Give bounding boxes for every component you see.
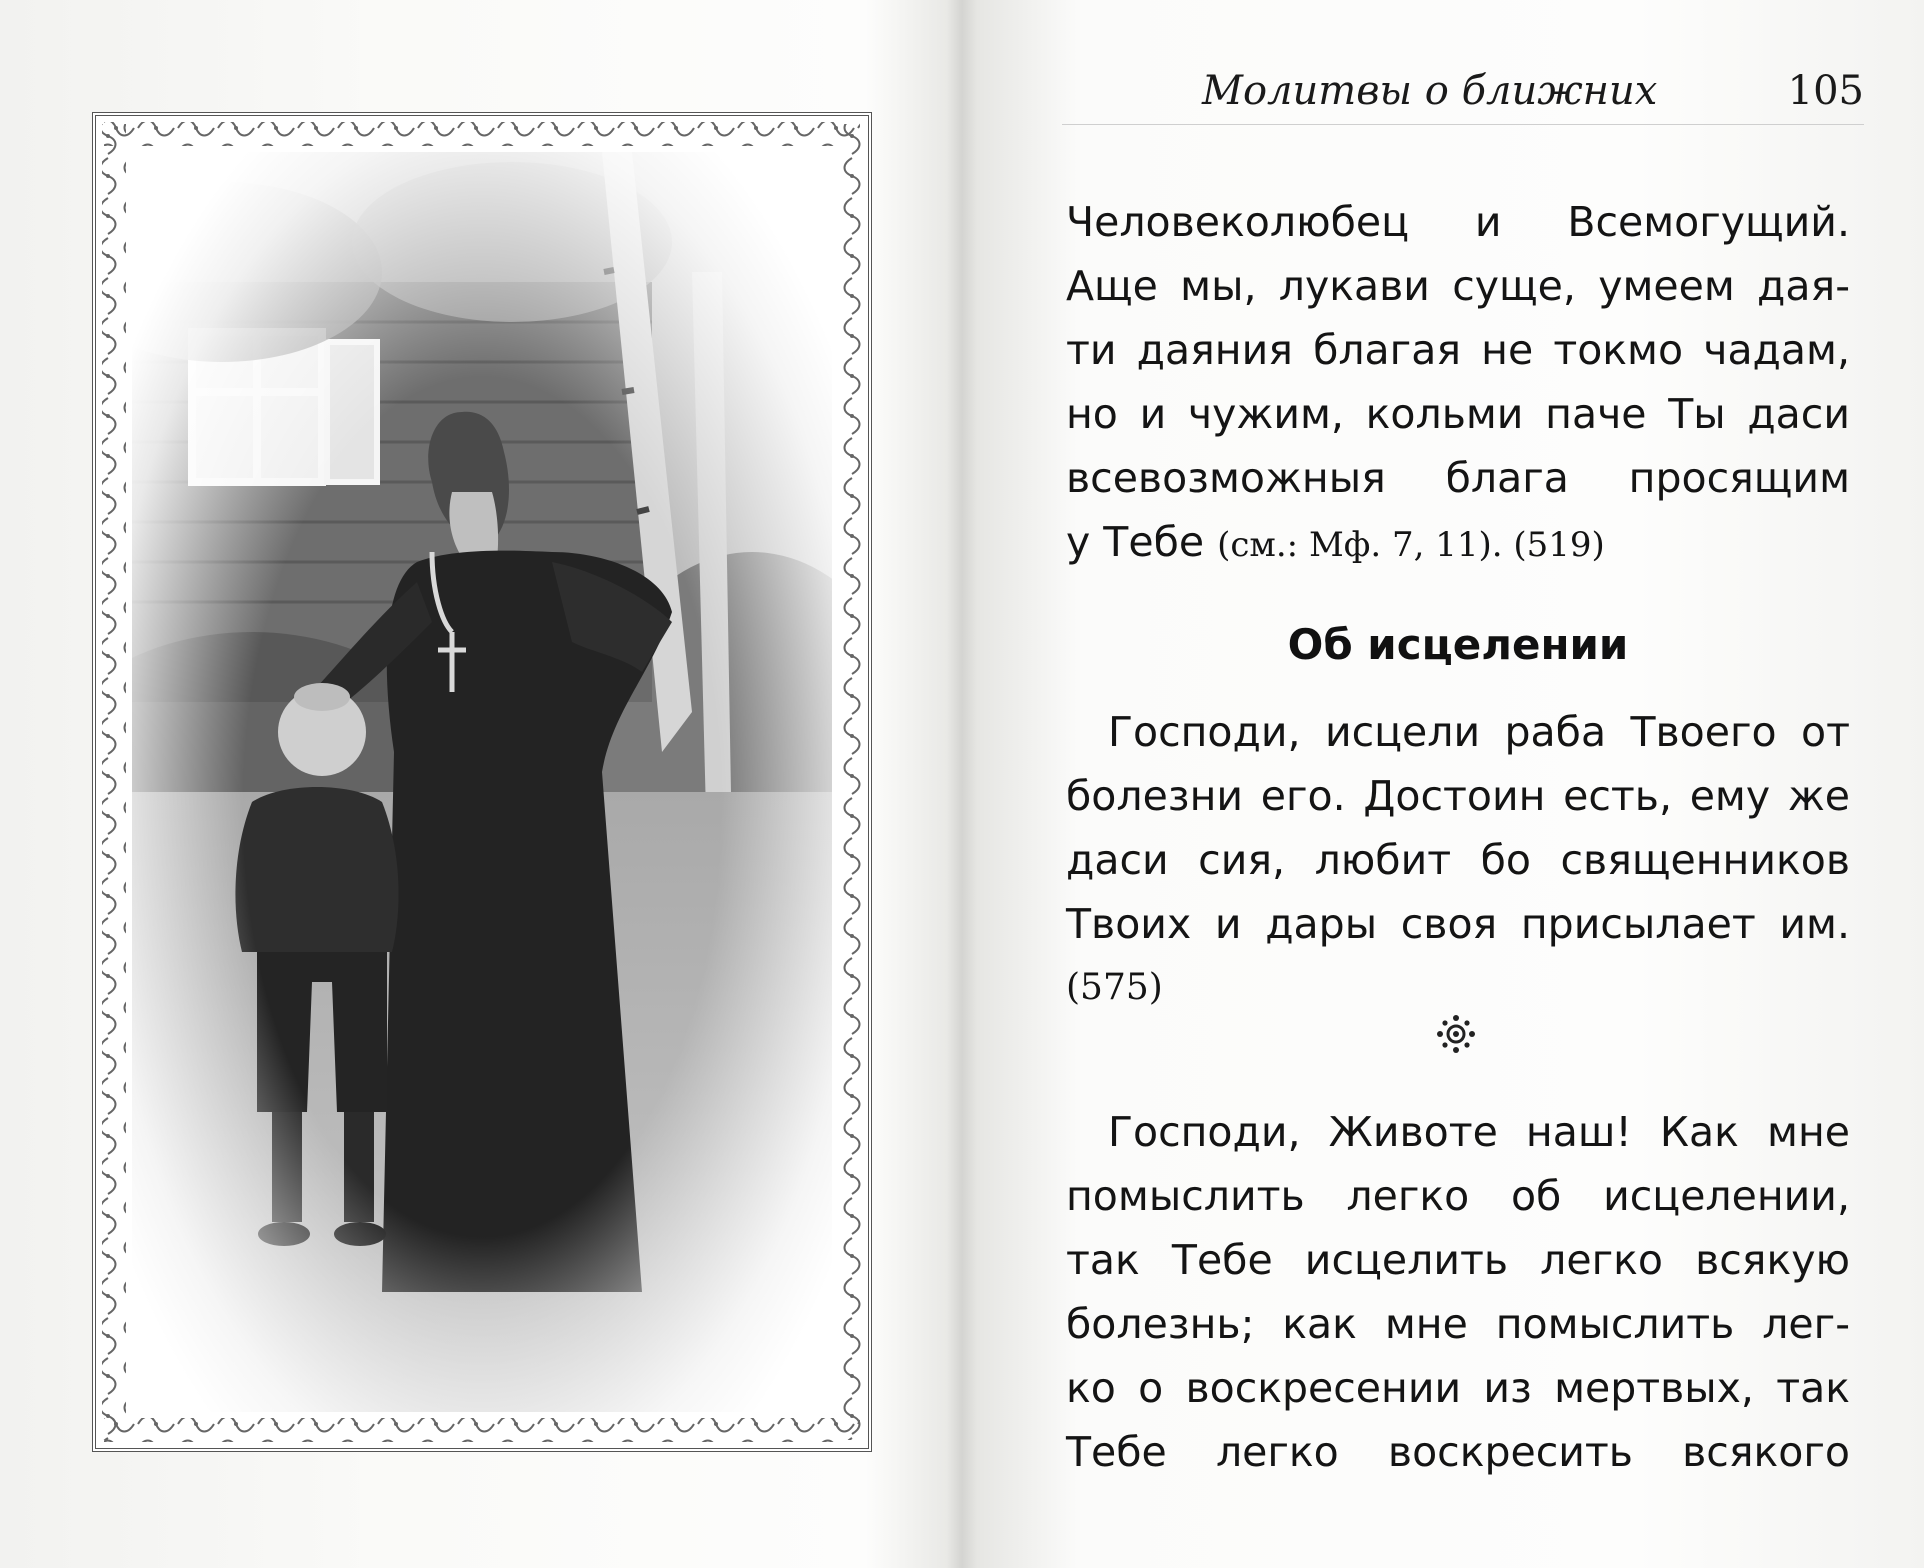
text-line: Аще мы, лукави суще, умеем дая-: [1066, 262, 1850, 310]
paragraph-resurrection: [1066, 1100, 1850, 1484]
text-line: но и чужим, кольми паче Ты даси: [1066, 390, 1850, 438]
text-line: Твоих и дары своя присылает им.: [1066, 900, 1850, 948]
photo-frame: [92, 112, 872, 1452]
text-line-last: [1066, 510, 1850, 574]
prayer-number: (575): [1066, 967, 1163, 1008]
text-line: помыслить легко об исцелении,: [1066, 1172, 1850, 1220]
text-line: болезнь; как мне помыслить лег-: [1066, 1300, 1850, 1348]
text-line: ти даяния благая не токмо чадам,: [1066, 326, 1850, 374]
text-line: Господи, Животе наш! Как мне: [1108, 1108, 1850, 1156]
photo-scene-icon: [132, 152, 832, 1412]
text-line: ко о воскресении из мертвых, так: [1066, 1364, 1850, 1412]
page-number: 105: [1787, 68, 1864, 114]
paragraph-continued: [1066, 190, 1850, 574]
vintage-photograph: [132, 152, 832, 1412]
section-heading: Об исцелении: [1287, 620, 1629, 669]
text-line: болезни его. Достоин есть, ему же: [1066, 772, 1850, 820]
text-line: всевозможныя блага просящим: [1066, 454, 1850, 502]
divider-ornament-icon: [1434, 1012, 1478, 1056]
paragraph-healing: [1066, 700, 1850, 1020]
scripture-reference: (см.: Мф. 7, 11). (519): [1217, 525, 1605, 565]
running-title: Молитвы о ближних: [1202, 68, 1658, 114]
text-line: даси сия, любит бо священников: [1066, 836, 1850, 884]
running-header: [1062, 62, 1864, 125]
right-page: [962, 0, 1924, 1568]
text-line: Человеколюбец и Всемогущий.: [1066, 198, 1850, 246]
text-line: Тебе легко воскресить всякого: [1066, 1428, 1850, 1476]
text-line: у Тебе: [1066, 518, 1205, 566]
text-line: Господи, исцели раба Твоего от: [1108, 708, 1850, 756]
text-line: так Тебе исцелить легко всякую: [1066, 1236, 1850, 1284]
